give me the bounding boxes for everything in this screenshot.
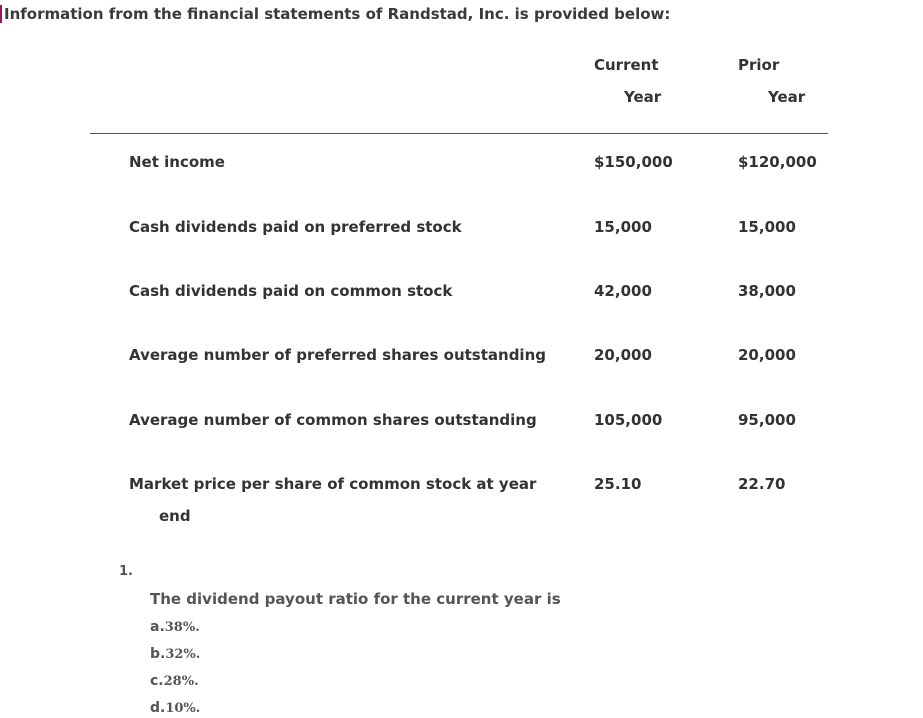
option-value: 38%. [164,620,200,635]
current-year-value: 20,000 [594,346,652,364]
answer-option-b[interactable] [150,646,200,662]
header-current-line1: Current [594,56,659,74]
text-cursor [0,5,2,23]
row-label: Average number of preferred shares outstanding [129,346,546,364]
answer-option-a[interactable] [150,619,200,635]
header-divider [90,133,828,134]
table-row [0,346,923,370]
option-value: 10%. [165,701,201,716]
row-label: Cash dividends paid on common stock [129,282,453,300]
current-year-value: $150,000 [594,153,673,171]
answer-option-d[interactable] [150,700,200,716]
header-prior-line1: Prior [738,56,780,74]
current-year-value: 15,000 [594,218,652,236]
prior-year-value: 15,000 [738,218,796,236]
row-label: Net income [129,153,225,171]
header-prior-line2: Year [768,88,806,106]
current-year-value: 105,000 [594,411,663,429]
table-row [0,218,923,242]
option-letter: a. [150,619,165,635]
option-letter: b. [150,646,166,662]
question-number: 1. [119,564,133,579]
current-year-value: 25.10 [594,475,642,493]
prior-year-value: 38,000 [738,282,796,300]
row-label: Market price per share of common stock at year [129,475,537,493]
table-row [0,475,923,531]
row-label: Average number of common shares outstanding [129,411,537,429]
option-letter: d. [150,700,166,716]
intro-text: Information from the financial statements of Randstad, Inc. is provided below: [4,5,671,23]
option-value: 28%. [163,674,199,689]
prior-year-value: $120,000 [738,153,817,171]
option-value: 32%. [165,647,201,662]
prior-year-value: 22.70 [738,475,786,493]
prior-year-value: 20,000 [738,346,796,364]
answer-option-c[interactable] [150,673,199,689]
row-label-continuation: end [159,507,191,525]
table-row [0,282,923,306]
option-letter: c. [150,673,164,689]
prior-year-value: 95,000 [738,411,796,429]
table-row [0,411,923,435]
header-current-line2: Year [624,88,662,106]
table-row [0,153,923,177]
current-year-value: 42,000 [594,282,652,300]
row-label: Cash dividends paid on preferred stock [129,218,462,236]
question-text: The dividend payout ratio for the current year is [150,590,561,608]
